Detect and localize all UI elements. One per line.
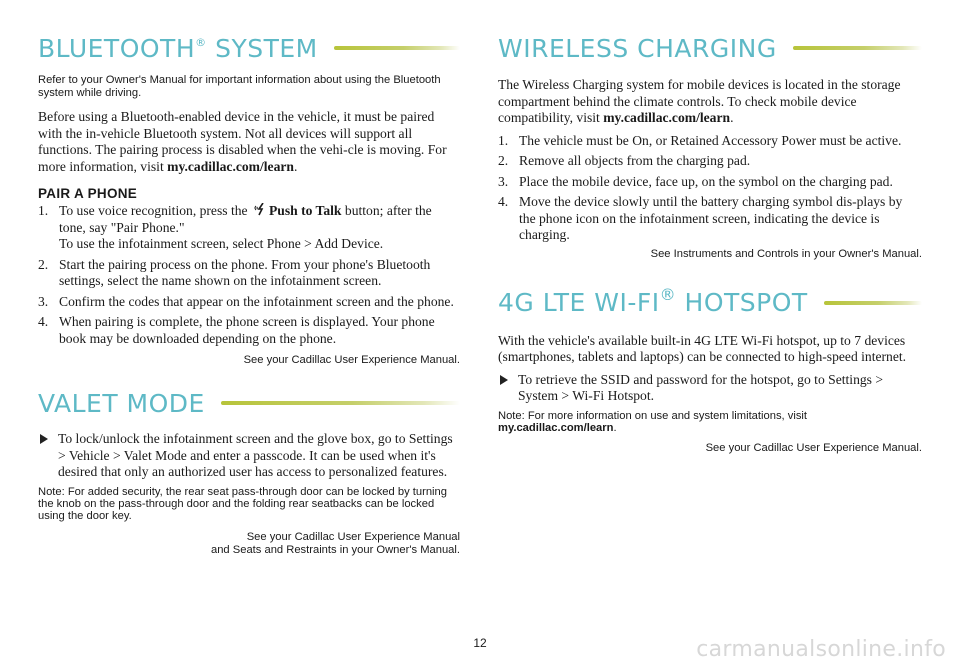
valet-title: VALET MODE	[38, 388, 205, 418]
bluetooth-paragraph	[38, 109, 460, 175]
wireless-paragraph-end: .	[730, 110, 734, 125]
hotspot-item	[498, 372, 922, 405]
step-text-post: button; after the tone, say "Pair Phone."	[59, 203, 432, 235]
heading-rule	[824, 301, 922, 305]
bluetooth-intro: Refer to your Owner's Manual for important information about using the Bluetooth system while driving.	[38, 74, 441, 99]
push-to-talk-label: Push to Talk	[268, 203, 342, 218]
valet-see-reference	[38, 531, 460, 557]
hotspot-link[interactable]: my.cadillac.com/learn	[498, 421, 614, 434]
watermark: carmanualsonline.info	[696, 637, 946, 662]
heading-rule	[221, 401, 460, 405]
step-number: 1.	[498, 132, 509, 148]
step-text: Remove all objects from the charging pad.	[519, 153, 751, 168]
left-column	[38, 30, 460, 557]
bluetooth-title-sup: ®	[195, 35, 207, 49]
hotspot-title-reg: ®	[659, 285, 677, 304]
hotspot-note	[498, 410, 922, 434]
list-item	[38, 203, 460, 253]
page-number: 12	[473, 636, 487, 650]
step-number: 4.	[38, 314, 49, 329]
bluetooth-see-reference: See your Cadillac User Experience Manual.	[243, 354, 460, 366]
step-text: Start the pairing process on the phone. From your phone's Bluetooth settings, select the name shown on the infotainment screen.	[59, 256, 431, 288]
step-number: 2.	[38, 256, 49, 272]
step-text: The vehicle must be On, or Retained Accessory Power must be active.	[519, 132, 902, 148]
bluetooth-title: BLUETOOTH	[38, 33, 196, 63]
list-item	[38, 314, 460, 347]
valet-item	[38, 431, 460, 481]
bluetooth-heading	[38, 30, 460, 66]
hotspot-note-end: .	[613, 421, 617, 434]
pair-phone-steps	[38, 203, 460, 347]
list-item	[498, 153, 922, 170]
list-item	[38, 257, 460, 290]
bluetooth-paragraph-text: Before using a Bluetooth-enabled device in the vehicle, it must be paired with the in-vehicle Bluetooth system. Not all devices will support all functions. The pairing process is disabled when the vehi-cle is moving. For more information, visit	[38, 109, 447, 174]
heading-rule	[793, 46, 922, 50]
step-number: 4.	[498, 194, 509, 209]
step-number: 1.	[38, 203, 49, 218]
bluetooth-link[interactable]: my.cadillac.com/learn	[167, 158, 294, 174]
step-text: Confirm the codes that appear on the infotainment screen and the phone.	[59, 293, 454, 309]
bluetooth-title-rest: SYSTEM	[206, 33, 318, 63]
hotspot-item-text: To retrieve the SSID and password for the hotspot, go to Settings > System > Wi-Fi Hotspot.	[518, 371, 884, 403]
step-number: 3.	[498, 173, 509, 189]
bluetooth-paragraph-end: .	[293, 158, 298, 174]
list-item	[498, 194, 922, 244]
arrow-bullet-icon	[500, 375, 508, 385]
right-column	[498, 30, 922, 455]
step-text: To use voice recognition, press the	[59, 203, 251, 218]
step-number: 3.	[38, 293, 49, 309]
step-text: Move the device slowly until the battery charging symbol dis-plays by the phone icon on the infotainment screen, indicating the device is charging.	[519, 194, 903, 242]
hotspot-title-rest: HOTSPOT	[676, 288, 808, 317]
step-number: 2.	[498, 153, 509, 168]
hotspot-heading	[498, 285, 922, 321]
hotspot-title: 4G LTE WI-FI	[498, 288, 660, 317]
hotspot-see-reference: See your Cadillac User Experience Manual.	[705, 441, 922, 454]
hotspot-note-text: Note: For more information on use and system limitations, visit	[498, 409, 808, 422]
valet-note: Note: For added security, the rear seat pass-through door can be locked by turning the knob on the pass-through door and the folding rear seatbacks can be locked using the door key.	[38, 485, 447, 522]
valet-see-line2: and Seats and Restraints in your Owner's Manual.	[210, 543, 460, 556]
push-to-talk-icon	[253, 203, 267, 216]
list-item	[498, 133, 922, 150]
valet-heading	[38, 385, 460, 421]
hotspot-paragraph: With the vehicle's available built-in 4G LTE Wi-Fi hotspot, up to 7 devices (smartphones, tablets and laptops) can be connected to high-speed internet.	[498, 332, 907, 364]
valet-item-text: To lock/unlock the infotainment screen and the glove box, go to Settings > Vehicle > Valet Mode and enter a passcode. It can be used when it's desired that only an authorized user has access to personalized features.	[58, 431, 453, 479]
heading-rule	[334, 46, 460, 50]
arrow-bullet-icon	[40, 434, 48, 444]
wireless-paragraph-text: The Wireless Charging system for mobile devices is located in the storage compartment behind the climate controls. To check mobile device compatibility, visit	[498, 77, 901, 125]
wireless-steps	[498, 133, 922, 244]
step-text: When pairing is complete, the phone screen is displayed. Your phone book may be downloaded depending on the phone.	[59, 314, 435, 346]
step-text-line2: To use the infotainment screen, select Phone > Add Device.	[59, 236, 384, 251]
pair-phone-heading: PAIR A PHONE	[38, 186, 138, 201]
list-item	[498, 174, 922, 191]
wireless-paragraph	[498, 77, 922, 127]
wireless-see-reference: See Instruments and Controls in your Owner's Manual.	[650, 247, 922, 260]
step-text: Place the mobile device, face up, on the symbol on the charging pad.	[519, 173, 893, 189]
wireless-link[interactable]: my.cadillac.com/learn	[603, 110, 731, 125]
list-item	[38, 294, 460, 311]
wireless-title: WIRELESS CHARGING	[498, 33, 777, 63]
valet-see-line1: See your Cadillac User Experience Manual	[246, 530, 460, 543]
wireless-heading	[498, 30, 922, 66]
